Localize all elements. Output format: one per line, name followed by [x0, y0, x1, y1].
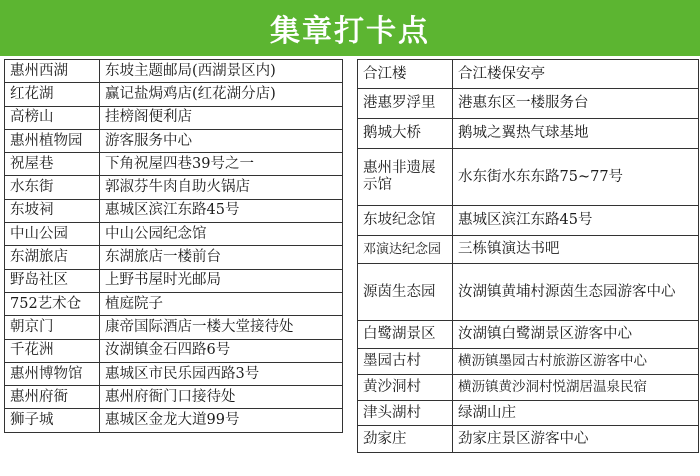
location-cell: 绿湖山庄 — [453, 401, 699, 426]
left-table — [4, 59, 343, 433]
location-cell: 游客服务中心 — [100, 129, 343, 152]
right-table — [357, 59, 699, 453]
table-row — [5, 176, 343, 199]
table-row — [5, 269, 343, 292]
location-cell: 惠州府衙门口接待处 — [100, 386, 343, 409]
place-cell: 津头湖村 — [358, 401, 453, 426]
location-cell: 横沥镇黄沙洞村悦湖居温泉民宿 — [453, 375, 699, 401]
location-cell: 三栋镇演达书吧 — [453, 236, 699, 264]
table-row — [358, 60, 699, 89]
place-cell: 水东街 — [5, 176, 100, 199]
table-row — [5, 362, 343, 385]
place-cell: 祝屋巷 — [5, 153, 100, 176]
table-row — [358, 426, 699, 453]
place-cell: 东坡祠 — [5, 199, 100, 222]
table-row — [5, 409, 343, 432]
location-cell: 中山公园纪念馆 — [100, 223, 343, 246]
table-row — [5, 83, 343, 106]
location-cell: 郭淑芬牛肉自助火锅店 — [100, 176, 343, 199]
table-row — [5, 316, 343, 339]
location-cell: 上野书屋时光邮局 — [100, 269, 343, 292]
location-cell: 劲家庄景区游客中心 — [453, 426, 699, 453]
location-cell: 惠城区金龙大道99号 — [100, 409, 343, 432]
location-cell: 惠城区滨江东路45号 — [100, 199, 343, 222]
table-row — [5, 246, 343, 269]
location-cell: 合江楼保安亭 — [453, 60, 699, 89]
table-row — [358, 236, 699, 264]
place-cell: 高榜山 — [5, 106, 100, 129]
table-row — [358, 349, 699, 375]
place-cell: 黄沙洞村 — [358, 375, 453, 401]
place-cell: 合江楼 — [358, 60, 453, 89]
table-row — [5, 60, 343, 83]
location-cell: 汝湖镇白鹭湖景区游客中心 — [453, 321, 699, 349]
location-cell: 挂榜阁便利店 — [100, 106, 343, 129]
location-cell: 港惠东区一楼服务台 — [453, 89, 699, 119]
table-row — [5, 223, 343, 246]
place-cell: 白鹭湖景区 — [358, 321, 453, 349]
place-cell: 东坡纪念馆 — [358, 206, 453, 236]
place-cell: 惠州博物馆 — [5, 362, 100, 385]
place-cell: 中山公园 — [5, 223, 100, 246]
table-row — [358, 375, 699, 401]
place-cell: 港惠罗浮里 — [358, 89, 453, 119]
place-cell: 东湖旅店 — [5, 246, 100, 269]
location-cell: 惠城区滨江东路45号 — [453, 206, 699, 236]
table-row — [5, 129, 343, 152]
place-cell: 野岛社区 — [5, 269, 100, 292]
place-cell: 千花洲 — [5, 339, 100, 362]
table-row — [5, 292, 343, 315]
place-cell: 惠州西湖 — [5, 60, 100, 83]
table-row — [358, 321, 699, 349]
location-cell: 康帝国际酒店一楼大堂接待处 — [100, 316, 343, 339]
place-cell: 朝京门 — [5, 316, 100, 339]
location-cell: 下角祝屋四巷39号之一 — [100, 153, 343, 176]
place-cell: 红花湖 — [5, 83, 100, 106]
location-cell: 汝湖镇黄埔村源茵生态园游客中心 — [453, 264, 699, 321]
place-cell: 鹅城大桥 — [358, 119, 453, 149]
place-cell: 劲家庄 — [358, 426, 453, 453]
location-cell: 横沥镇墨园古村旅游区游客中心 — [453, 349, 699, 375]
place-cell: 752艺术仓 — [5, 292, 100, 315]
location-cell: 东坡主题邮局(西湖景区内) — [100, 60, 343, 83]
location-cell: 惠城区市民乐园西路3号 — [100, 362, 343, 385]
location-cell: 水东街水东东路75~77号 — [453, 149, 699, 206]
table-row — [5, 106, 343, 129]
table-row — [358, 264, 699, 321]
location-cell: 东湖旅店一楼前台 — [100, 246, 343, 269]
table-row — [5, 386, 343, 409]
table-row — [358, 401, 699, 426]
place-cell: 墨园古村 — [358, 349, 453, 375]
location-cell: 汝湖镇金石四路6号 — [100, 339, 343, 362]
place-cell: 邓演达纪念园 — [358, 236, 453, 264]
location-cell: 鹅城之翼热气球基地 — [453, 119, 699, 149]
place-cell: 源茵生态园 — [358, 264, 453, 321]
table-row — [5, 199, 343, 222]
place-cell: 惠州非遗展示馆 — [358, 149, 453, 206]
location-cell: 植庭院子 — [100, 292, 343, 315]
table-row — [358, 119, 699, 149]
table-row — [5, 339, 343, 362]
page-title: 集章打卡点 — [270, 14, 430, 49]
location-cell: 赢记盐焗鸡店(红花湖分店) — [100, 83, 343, 106]
title-banner — [0, 0, 700, 56]
table-row — [358, 149, 699, 206]
place-cell: 惠州植物园 — [5, 129, 100, 152]
place-cell: 狮子城 — [5, 409, 100, 432]
table-row — [358, 206, 699, 236]
table-row — [358, 89, 699, 119]
place-cell: 惠州府衙 — [5, 386, 100, 409]
table-row — [5, 153, 343, 176]
